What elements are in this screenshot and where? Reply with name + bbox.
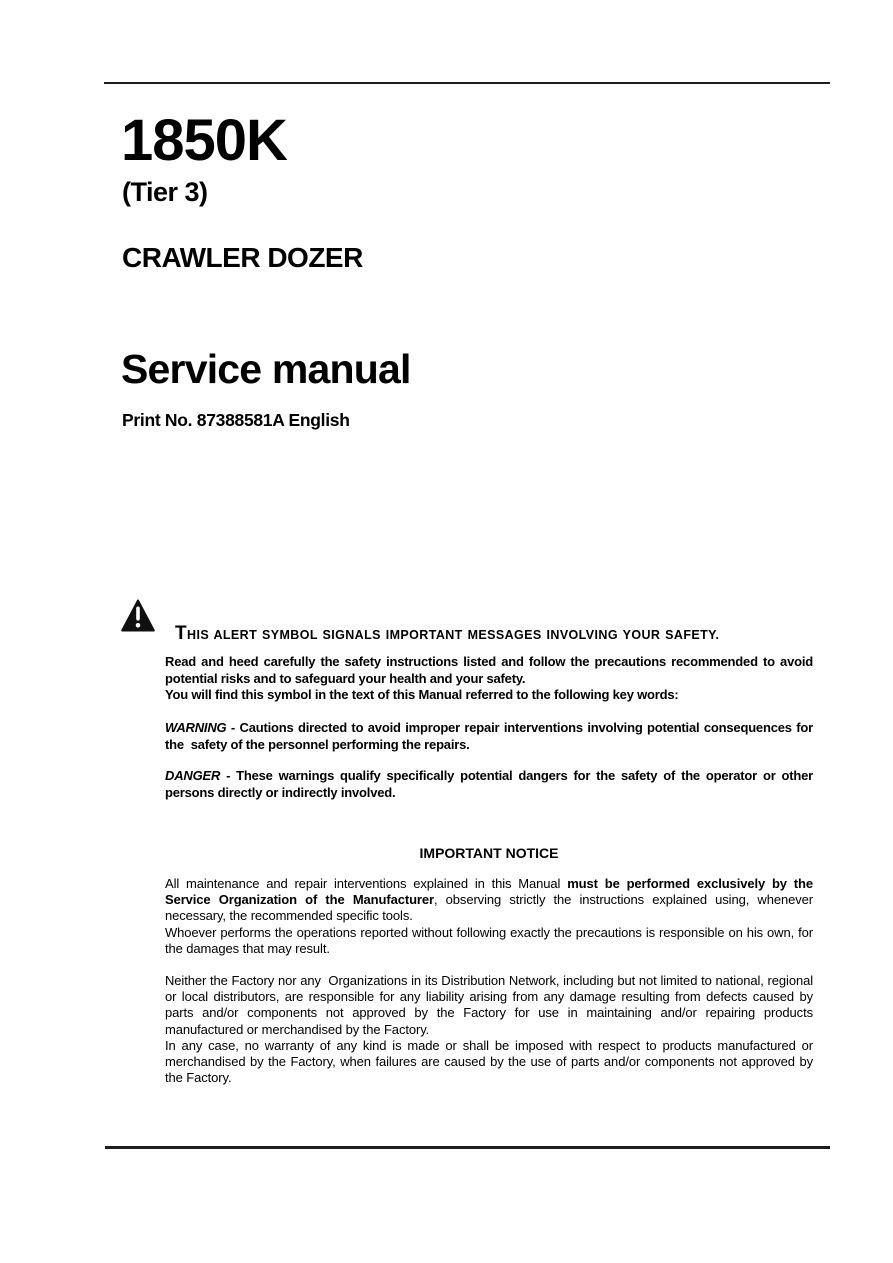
body-text: In any case, no warranty of any kind is made or shall be imposed with respect to products manufactured or merchandised by the Factory, when failures are caused by the use of parts and/or components not approved by the Factory. — [165, 1037, 817, 1086]
paragraph — [165, 876, 817, 925]
emphasized-text: DANGER — [165, 768, 221, 783]
document-title: Service manual — [121, 346, 411, 392]
paragraph — [165, 720, 817, 753]
safety-intro-paragraphs — [165, 654, 817, 704]
emphasized-text: You will find this symbol in the text of this Manual referred to the following key words: — [165, 687, 679, 702]
top-divider — [104, 82, 830, 84]
emphasized-text: Read and heed carefully the safety instructions listed and follow the precautions recommended to avoid potential risks and to safeguard your health and your safety. — [165, 654, 817, 686]
emphasized-text: must be performed exclusively by the Service Organization of the Manufacturer — [165, 876, 817, 908]
paragraph — [165, 1037, 817, 1087]
paragraph — [165, 654, 817, 687]
paragraph — [165, 973, 817, 1038]
bottom-divider — [105, 1146, 830, 1149]
maintenance-notice-paragraphs — [165, 876, 817, 957]
tier-label: (Tier 3) — [122, 177, 208, 207]
body-text: All maintenance and repair interventions explained in this Manual — [165, 876, 568, 891]
machine-type: CRAWLER DOZER — [122, 242, 363, 273]
model-number: 1850K — [121, 108, 287, 173]
paragraph — [165, 924, 817, 957]
body-text: Neither the Factory nor any Organizations in its Distribution Network, including but not limited to national, regional or local distributors, are responsible for any liability arising from any damage resulting from defects caused by parts and/or components not approved by the Factory for use in maintaining and/or repairing products manufactured or merchandised by the Factory. — [165, 973, 817, 1037]
emphasized-text: - Cautions directed to avoid improper repair interventions involving potential consequences for the safety of the personnel performing the repairs. — [165, 720, 817, 752]
liability-notice-paragraphs — [165, 973, 817, 1086]
emphasized-text: - These warnings qualify specifically potential dangers for the safety of the operator or other persons directly or indirectly involved. — [165, 768, 817, 800]
body-text: Whoever performs the operations reported without following exactly the precautions is responsible on his own, for the damages that may result. — [165, 924, 817, 956]
warning-triangle-icon — [121, 599, 155, 632]
warning-keyword-paragraph — [165, 720, 817, 753]
paragraph — [165, 687, 813, 704]
safety-alert-sentence: THIS ALERT SYMBOL SIGNALS IMPORTANT MESSAGES INVOLVING YOUR SAFETY. — [175, 623, 720, 644]
emphasized-text: WARNING — [165, 720, 227, 735]
paragraph — [165, 768, 817, 801]
danger-keyword-paragraph — [165, 768, 817, 801]
important-notice-heading: IMPORTANT NOTICE — [419, 845, 559, 861]
body-text: , observing strictly the instructions explained using, whenever necessary, the recommended specific tools. — [165, 892, 817, 924]
print-number: Print No. 87388581A English — [122, 410, 350, 430]
